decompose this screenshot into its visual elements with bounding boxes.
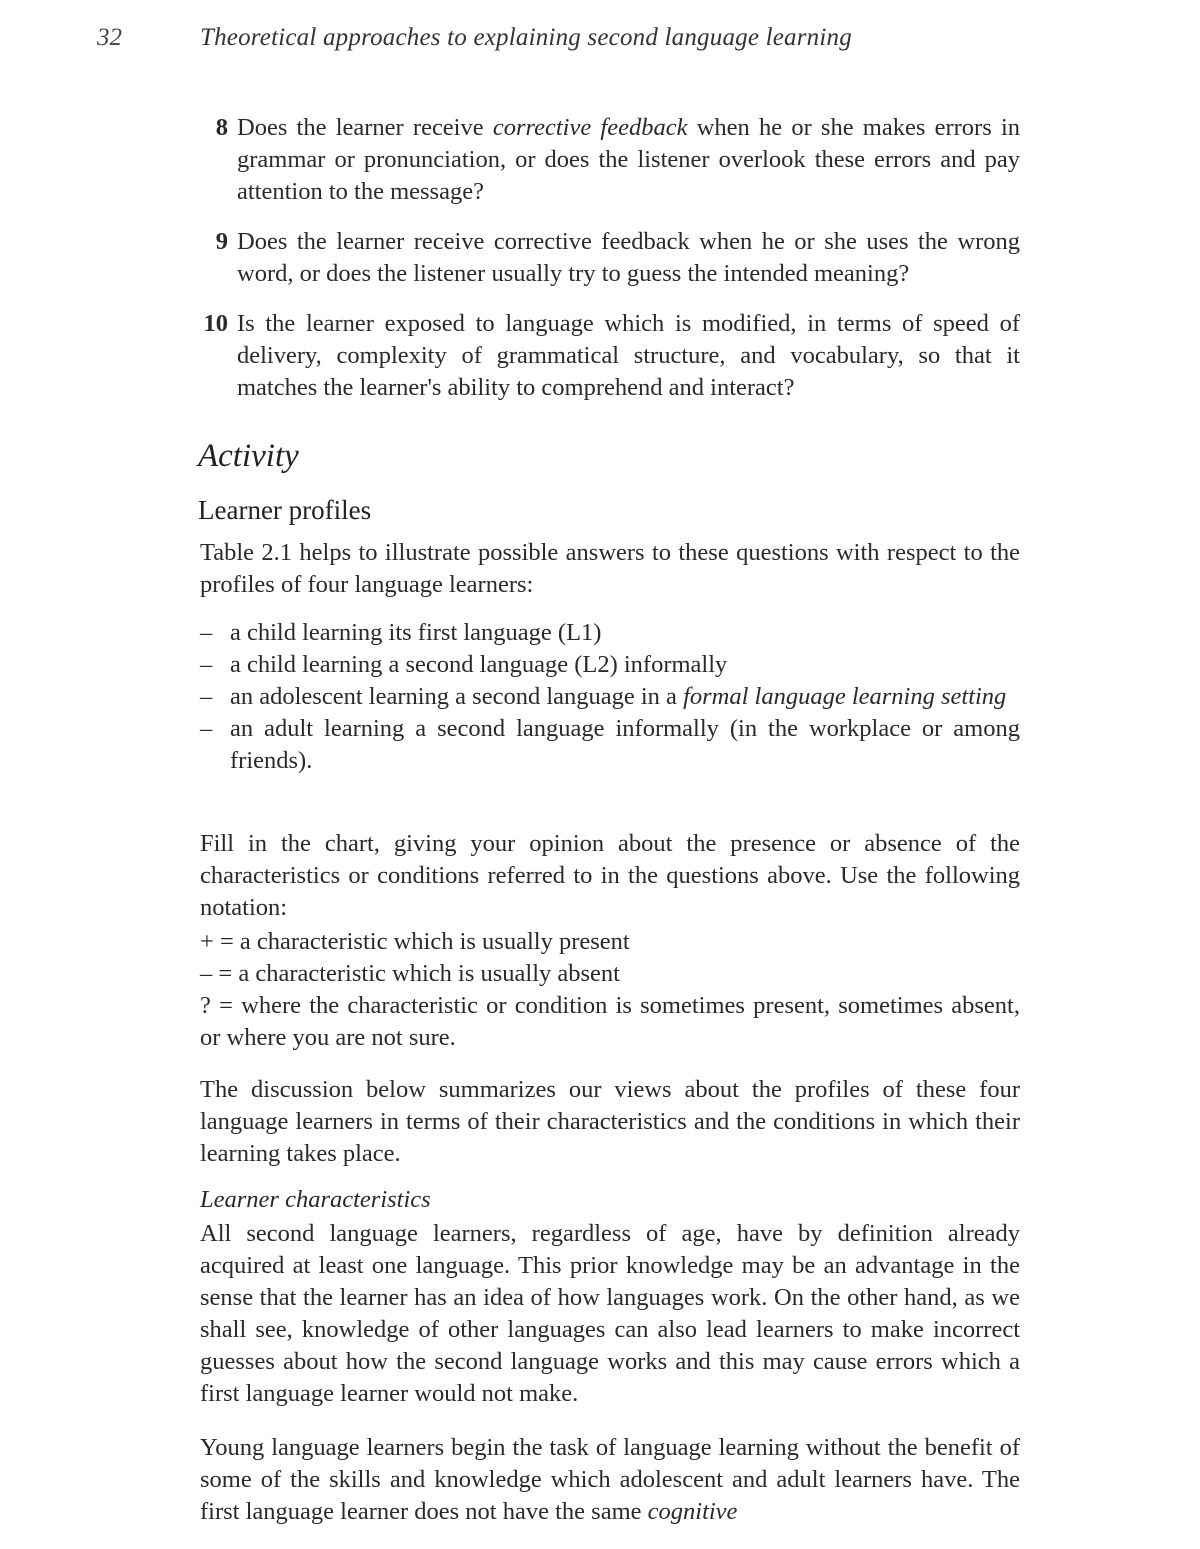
discussion-paragraph: The discussion below summarizes our views about the profiles of these four language learners in terms of their characteristics and the conditions in which their learning takes place. [200, 1076, 1020, 1167]
list-dash: – [200, 619, 213, 646]
learner-text: an adult learning a second language informally (in the workplace or among friends). [230, 715, 1020, 774]
learner-item [200, 713, 1020, 777]
learner-item [200, 681, 1020, 713]
list-dash: – [200, 683, 213, 710]
question-text: when he or she makes errors in grammar or pronunciation, or does the listener overlook these errors and pay attention to the message? [237, 114, 1020, 205]
learner-list [200, 617, 1020, 777]
section-heading: Learner profiles [198, 495, 372, 525]
question-number: 8 [215, 114, 228, 141]
question-item [200, 226, 1020, 290]
notation-list [200, 926, 1020, 1054]
paragraph-text: Young language learners begin the task of language learning without the benefit of some of the skills and knowledge which adolescent and adult learners have. The first language learner does not have the same [200, 1434, 1020, 1525]
question-list [200, 112, 1020, 422]
list-dash: – [200, 715, 213, 742]
activity-heading: Activity [198, 438, 299, 474]
question-emphasis: corrective feedback [492, 114, 688, 141]
question-text: Does the learner receive corrective feedback when he or she uses the wrong word, or does the listener usually try to guess the intended meaning? [237, 228, 1020, 287]
running-head [0, 24, 1200, 58]
intro-paragraph: Table 2.1 helps to illustrate possible answers to these questions with respect to the profiles of four language learners: [200, 539, 1020, 598]
notation-item: – = a characteristic which is usually absent [200, 960, 620, 987]
page-number: 32 [97, 24, 122, 51]
paragraph-emphasis: cognitive [647, 1498, 738, 1525]
young-learners-paragraph [200, 1432, 1020, 1528]
subsection-heading: Learner characteristics [200, 1186, 431, 1213]
characteristics-paragraph: All second language learners, regardless of age, have by definition already acquired at least one language. This prior knowledge may be an advantage in the sense that the learner has an idea of how languages work. On the other hand, as we shall see, knowledge of other languages can also lead learners to make incorrect guesses about how the second language works and this may cause errors which a first language learner would not make. [200, 1220, 1020, 1407]
instructions-paragraph: Fill in the chart, giving your opinion about the presence or absence of the characteristics or conditions referred to in the questions above. Use the following notation: [200, 830, 1020, 921]
learner-text: a child learning a second language (L2) informally [230, 651, 728, 678]
learner-text: an adolescent learning a second language in a [230, 683, 684, 710]
question-number: 9 [215, 228, 228, 255]
question-item [200, 308, 1020, 404]
learner-emphasis: formal language learning setting [683, 683, 1007, 710]
question-item [200, 112, 1020, 208]
question-text: Does the learner receive [237, 114, 493, 141]
question-number: 10 [203, 310, 228, 337]
running-title: Theoretical approaches to explaining second language learning [200, 24, 852, 51]
notation-item: ? = where the characteristic or condition is sometimes present, sometimes absent, or where you are not sure. [200, 992, 1020, 1051]
learner-text: a child learning its first language (L1) [230, 619, 602, 646]
learner-item [200, 649, 1020, 681]
learner-item [200, 617, 1020, 649]
notation-item: + = a characteristic which is usually present [200, 928, 630, 955]
question-text: Is the learner exposed to language which is modified, in terms of speed of delivery, complexity of grammatical structure, and vocabulary, so that it matches the learner's ability to comprehend and interact? [237, 310, 1020, 401]
list-dash: – [200, 651, 213, 678]
